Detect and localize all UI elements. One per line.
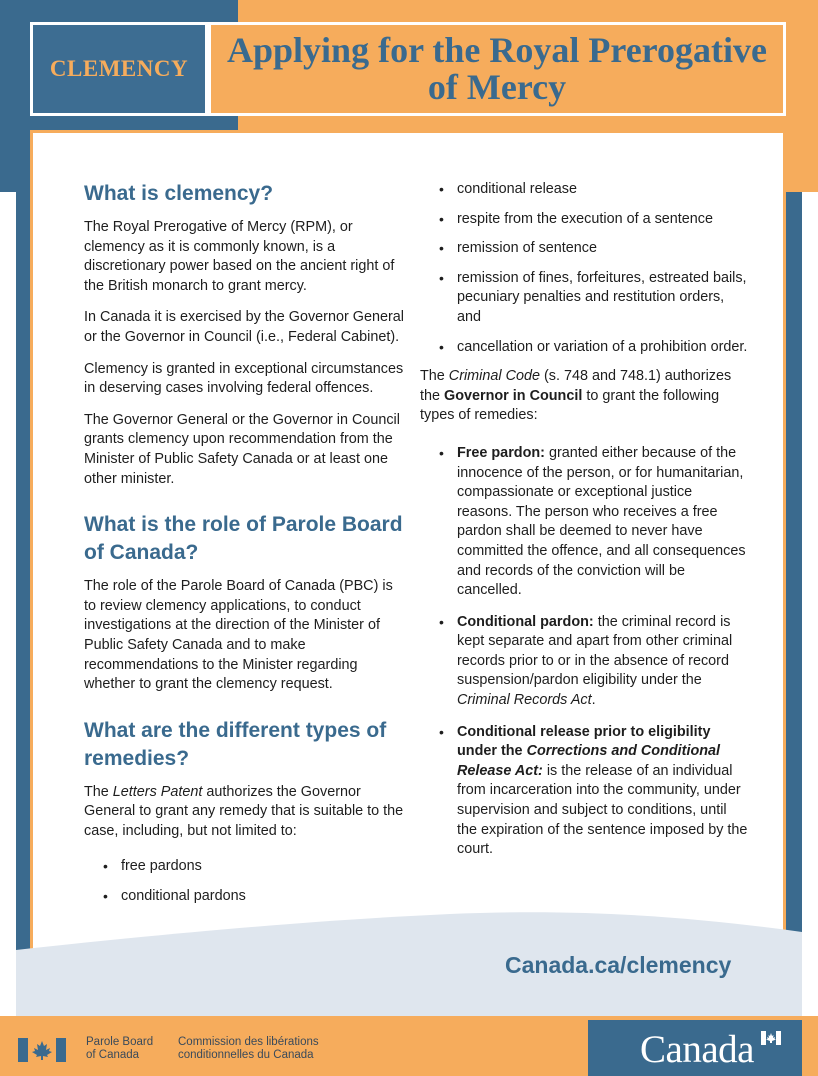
clemency-tag-label: CLEMENCY (49, 56, 189, 81)
letters-patent-term: Letters Patent (112, 783, 203, 800)
text: The (420, 368, 449, 385)
canada-wordmark: Canada (640, 1028, 754, 1071)
text: Commission des libérations (178, 1036, 319, 1048)
list-item: • remission of sentence (420, 239, 750, 259)
remedy-list (84, 857, 404, 906)
title-banner (208, 22, 786, 116)
text: . (591, 692, 596, 709)
paragraph: The Governor General or the Governor in Council grants clemency upon recommendation from the Minister of Public Safety Canada or at least one other minister. (84, 411, 400, 487)
text: to grant the following types of remedies: (420, 387, 720, 424)
heading-types-of-remedies: What are the different types of remedies? (84, 718, 387, 770)
text: (s. 748 and 748.1) authorizes the (420, 368, 732, 404)
list-item-free-pardon (420, 444, 750, 601)
governor-in-council-term: Governor in Council (444, 387, 583, 404)
clemency-url-link[interactable]: Canada.ca/clemency (505, 952, 732, 978)
text: Parole Board (86, 1036, 154, 1048)
right-column (420, 180, 750, 870)
paragraph: The Royal Prerogative of Mercy (RPM), or clemency as it is commonly known, is a discretionary power based on the ancient right of the British monarch to grant mercy. (84, 219, 395, 294)
list-item: • free pardons (84, 857, 404, 877)
list-item-conditional-release (420, 723, 750, 860)
gic-remedy-list (420, 444, 750, 860)
text: granted either because of the innocence of the person, or for humanitarian, compassionate or exceptional justice reasons. The person who receives a free pardon shall be deemed to never have committed the offence, and all consequences and records of the conviction will be cancelled. (457, 444, 746, 599)
pbc-name-french (178, 1036, 319, 1062)
page-title: Applying for the Royal Prerogative of Mercy (227, 30, 767, 107)
text: The (84, 783, 113, 800)
heading-what-is-clemency: What is clemency? (84, 182, 274, 205)
list-item: • respite from the execution of a sentence (420, 210, 750, 230)
wordmark-flag-icon (761, 1031, 781, 1045)
conditional-release-label: Conditional release prior to eligibility under the (457, 723, 711, 760)
text: conditionnelles du Canada (178, 1049, 314, 1061)
heading-role-of-pbc: What is the role of Parole Board of Canada? (84, 513, 403, 565)
left-column (84, 180, 404, 917)
list-item: • remission of fines, forfeitures, estreated bails, pecuniary penalties and restitution orders, and (420, 269, 750, 328)
paragraph: Clemency is granted in exceptional circumstances in deserving cases involving federal offences. (84, 360, 404, 397)
paragraph (420, 367, 750, 426)
criminal-records-act-term: Criminal Records Act (457, 692, 592, 709)
list-item: • cancellation or variation of a prohibition order. (420, 338, 750, 358)
remedy-list-continued (420, 180, 750, 357)
conditional-pardon-label: Conditional pardon: (457, 613, 594, 630)
list-item: • conditional release (420, 180, 750, 200)
pbc-name-english (86, 1036, 153, 1062)
criminal-code-term: Criminal Code (448, 368, 540, 385)
clemency-tag (30, 22, 208, 116)
text: of Canada (86, 1049, 140, 1061)
canada-flag-icon (18, 1038, 66, 1062)
paragraph: The role of the Parole Board of Canada (PBC) is to review clemency applications, to conduct investigations at the direction of the Minister of Public Safety Canada and to make recommendations to the Minister regarding whether to grant the clemency request. (84, 578, 393, 693)
list-item: • conditional pardons (84, 887, 404, 907)
paragraph (84, 783, 404, 842)
list-item-conditional-pardon (420, 613, 750, 711)
free-pardon-label: Free pardon: (457, 444, 545, 461)
paragraph: In Canada it is exercised by the Governor General or the Governor in Council (i.e., Federal Cabinet). (84, 309, 404, 345)
ccra-term: Corrections and Conditional Release Act: (457, 743, 721, 779)
text: the criminal record is kept separate and apart from other criminal records prior to or in the absence of record suspension/pardon eligibility under the (457, 613, 733, 689)
text: authorizes the Governor General to grant any remedy that is suitable to the case, including, but not limited to: (84, 783, 404, 839)
text: is the release of an individual from incarceration into the community, under supervision and subject to conditions, until the expiration of the sentence imposed by the court. (457, 762, 748, 858)
